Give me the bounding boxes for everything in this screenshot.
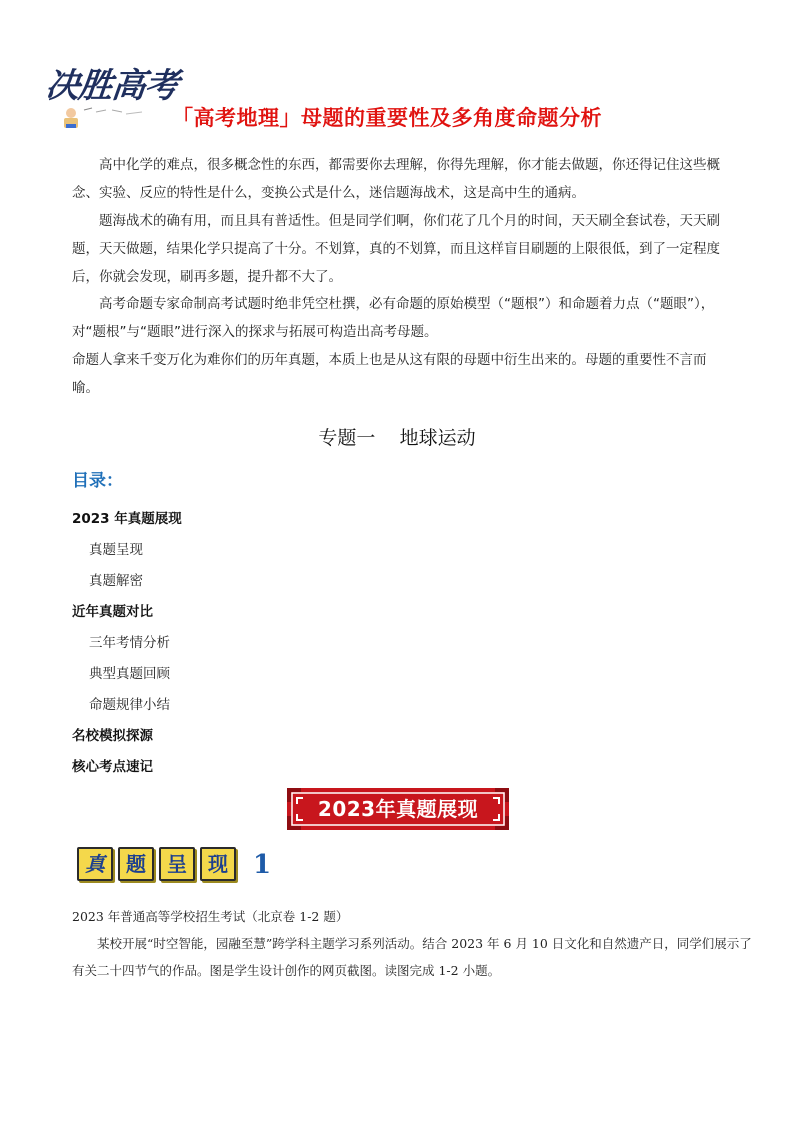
toc-item[interactable]: 名校模拟探源 (72, 728, 153, 744)
logo-text: 决胜高考 (43, 66, 180, 106)
toc-label: 目录： (72, 471, 123, 491)
toc-item[interactable]: 真题呈现 (89, 542, 143, 558)
toc-item[interactable]: 核心考点速记 (72, 759, 153, 775)
section-title: 专题一 地球运动 (318, 427, 476, 449)
table-of-contents (72, 504, 372, 783)
heading-tile: 题 (118, 847, 154, 881)
intro-paragraph-3: 高考命题专家命制高考试题时绝非凭空杜撰，必有命题的原始模型（“题根”）和命题着力点（“题眼”），对“题根”与“题眼”进行深入的探求与拓展可构造出高考母题。 (72, 296, 715, 340)
intro-paragraph-4: 命题人拿来千变万化为难你们的历年真题，本质上也是从这有限的母题中衍生出来的。母题的重要性不言而喻。 (72, 352, 707, 396)
toc-item[interactable]: 2023 年真题展现 (72, 511, 182, 527)
subsection-heading (77, 847, 237, 883)
toc-item[interactable]: 命题规律小结 (89, 697, 170, 713)
toc-item[interactable]: 三年考情分析 (89, 635, 170, 651)
section-banner (287, 788, 509, 830)
intro-paragraph-2: 题海战术的确有用，而且具有普适性。但是同学们啊，你们花了几个月的时间，天天刷全套试卷，天天刷题，天天做题，结果化学只提高了十分。不划算，真的不划算，而且这样盲目刷题的上限很低，到了一定程度后，你就会发现，刷再多题，提升都不大了。 (72, 213, 720, 285)
question-source: 2023 年普通高等学校招生考试（北京卷 1-2 题） (72, 909, 349, 924)
logo-illustration-icon (62, 102, 152, 130)
toc-item[interactable]: 真题解密 (89, 573, 143, 589)
heading-tile: 呈 (159, 847, 195, 881)
toc-item[interactable]: 典型真题回顾 (89, 666, 170, 682)
heading-tile: 现 (200, 847, 236, 881)
page-title: 「高考地理」母题的重要性及多角度命题分析 (172, 106, 602, 130)
toc-item[interactable]: 近年真题对比 (72, 604, 153, 620)
subsection-number: 1 (253, 850, 272, 880)
heading-tile: 真 (77, 847, 113, 881)
intro-paragraph-1: 高中化学的难点，很多概念性的东西，都需要你去理解，你得先理解，你才能去做题，你还得记住这些概念、实验、反应的特性是什么，变换公式是什么，迷信题海战术，这是高中生的通病。 (72, 157, 720, 201)
banner-text: 2023年真题展现 (317, 797, 479, 821)
logo (43, 58, 180, 134)
question-text: 某校开展“时空智能，园融至慧”跨学科主题学习系列活动。结合 2023 年 6 月 10 日文化和自然遗产日，同学们展示了有关二十四节气的作品。图是学生设计创作的网页截图。读图完成 1-2 小题。 (72, 936, 752, 978)
